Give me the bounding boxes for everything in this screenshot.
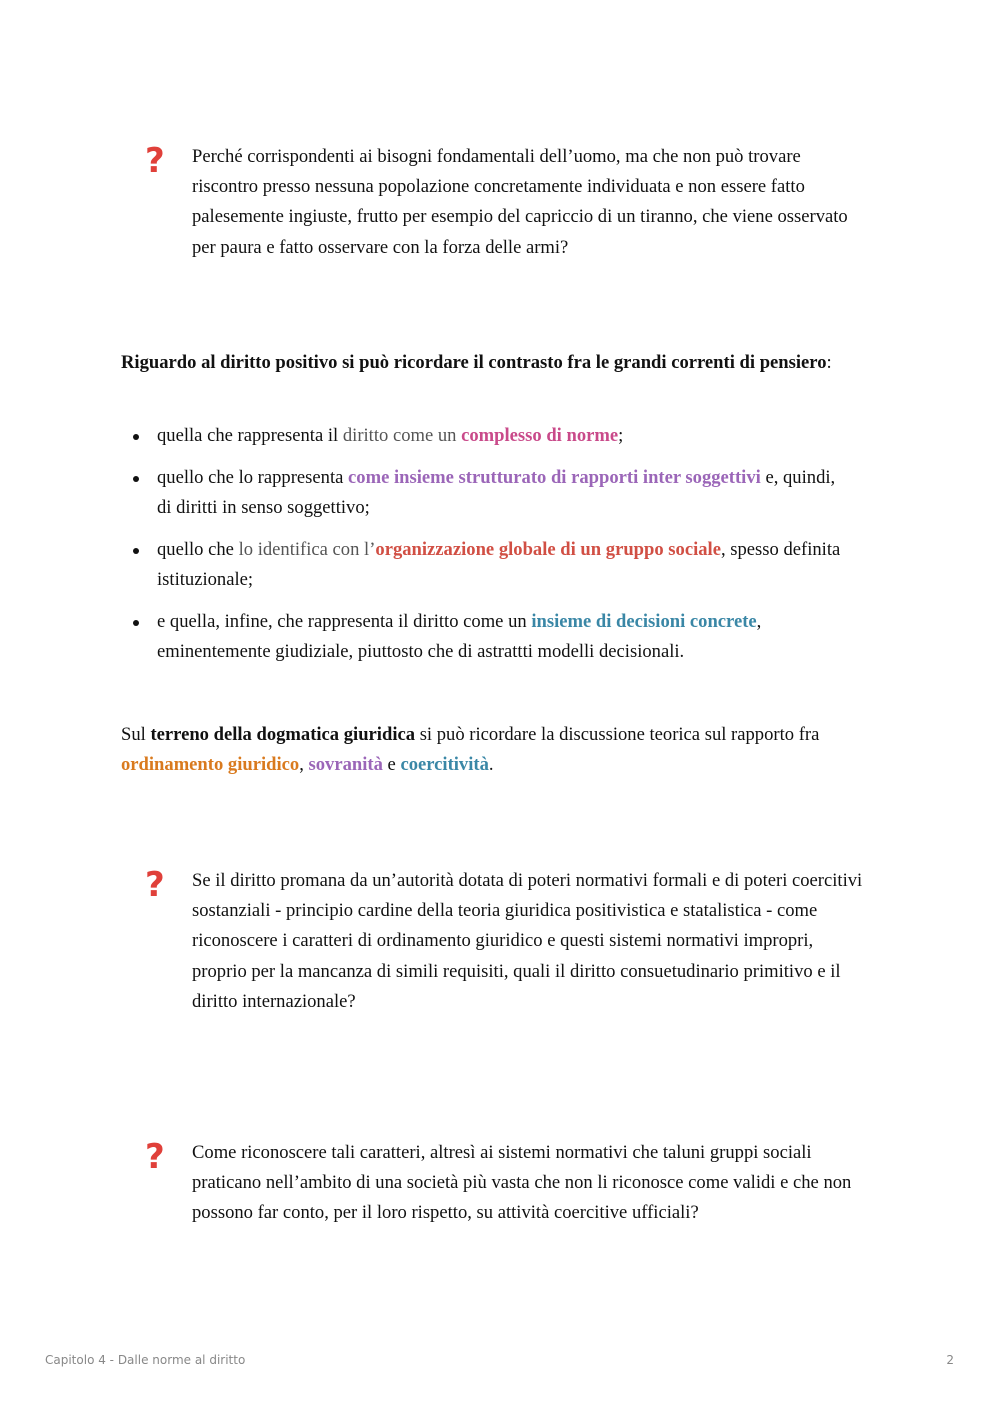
dogmatics-text: Sul xyxy=(121,724,151,745)
dogmatics-bold: terreno della dogmatica giuridica xyxy=(150,724,416,745)
bullet-dot-icon xyxy=(133,548,139,554)
question-mark-icon: ? xyxy=(145,1137,165,1177)
positive-law-heading xyxy=(121,348,891,378)
heading-tail: : xyxy=(826,352,832,373)
bullet-dot-icon xyxy=(133,434,139,440)
term-end: . xyxy=(488,754,494,775)
item-muted-text: lo identifica con l’ xyxy=(238,539,376,560)
heading-bold-text: Riguardo al diritto positivo si può ricordare il contrasto fra le grandi correnti di pensiero xyxy=(121,352,827,373)
list-item xyxy=(121,421,851,451)
item-text: quella che rappresenta il xyxy=(157,425,343,446)
item-highlight: insieme di decisioni concrete xyxy=(531,611,757,632)
list-item xyxy=(121,607,851,667)
callout-text: Perché corrispondenti ai bisogni fondamentali dell’uomo, ma che non può trovare riscontro presso nessuna popolazione concretamente individuata e non essere fatto palesemente ingiuste, frutto per esempio del capriccio di un tiranno, che viene osservato per paura e fatto osservare con la forza delle armi? xyxy=(192,146,848,258)
bullet-dot-icon xyxy=(133,476,139,482)
item-text-tail: e, quindi, di diritti in senso soggettivo; xyxy=(157,467,836,518)
term-separator: e xyxy=(382,754,401,775)
list-item xyxy=(121,535,851,595)
question-mark-icon: ? xyxy=(145,865,165,905)
footer-page-number: 2 xyxy=(946,1353,954,1367)
dogmatics-paragraph xyxy=(121,720,891,780)
item-text-tail: , eminentemente giudiziale, piuttosto che di astrattti modelli decisionali. xyxy=(157,611,762,662)
item-text-tail: , spesso definita istituzionale; xyxy=(157,539,841,590)
term-separator: , xyxy=(299,754,309,775)
question-callout-2 xyxy=(145,866,865,1017)
question-mark-icon: ? xyxy=(145,141,165,181)
bullet-dot-icon xyxy=(133,620,139,626)
term-sovranita: sovranità xyxy=(308,754,383,775)
question-callout-1 xyxy=(145,142,865,263)
item-highlight: complesso di norme xyxy=(461,425,619,446)
item-highlight: organizzazione globale di un gruppo sociale xyxy=(375,539,721,560)
item-text: quello che xyxy=(157,539,239,560)
list-item xyxy=(121,463,851,523)
item-text: e quella, infine, che rappresenta il diritto come un xyxy=(157,611,532,632)
currents-list xyxy=(121,421,851,679)
item-text-tail: ; xyxy=(618,425,624,446)
callout-text: Se il diritto promana da un’autorità dotata di poteri normativi formali e di poteri coercitivi sostanziali - principio cardine della teoria giuridica positivistica e statalistica - come riconoscere i caratteri di ordinamento giuridico e questi sistemi normativi impropri, proprio per la mancanza di simili requisiti, quali il diritto consuetudinario primitivo e il diritto internazionale? xyxy=(192,870,863,1012)
term-ordinamento: ordinamento giuridico xyxy=(121,754,300,775)
term-coercitivita: coercitività xyxy=(400,754,489,775)
dogmatics-text-mid: si può ricordare la discussione teorica sul rapporto fra xyxy=(415,724,820,745)
question-callout-3 xyxy=(145,1138,865,1229)
item-highlight: come insieme strutturato di rapporti inter soggettivi xyxy=(348,467,761,488)
footer-chapter: Capitolo 4 - Dalle norme al diritto xyxy=(45,1353,246,1367)
item-text: quello che lo rappresenta xyxy=(157,467,349,488)
callout-text: Come riconoscere tali caratteri, altresì ai sistemi normativi che taluni gruppi sociali praticano nell’ambito di una società più vasta che non li riconosce come validi e che non possono far conto, per il loro rispetto, su attività coercitive ufficiali? xyxy=(192,1142,852,1224)
item-muted-text: diritto come un xyxy=(342,425,462,446)
